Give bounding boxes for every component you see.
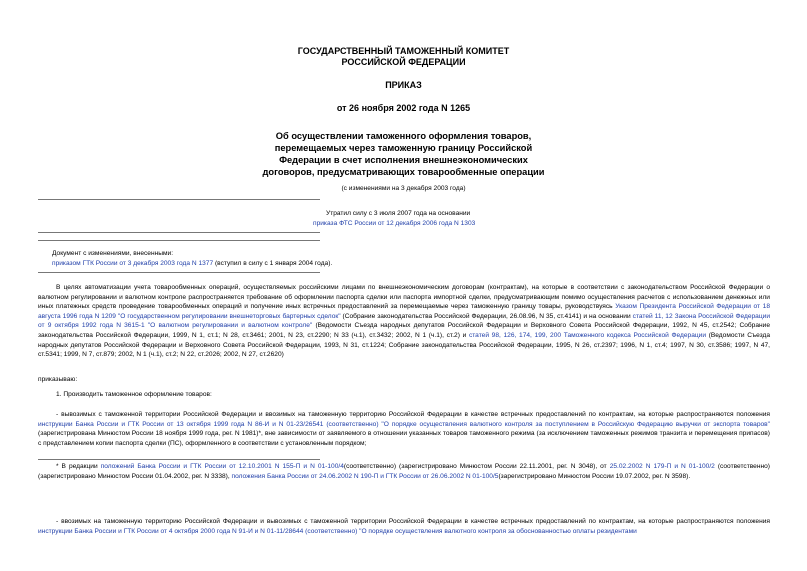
doc-title-line2: перемещаемых через таможенную границу Российской	[274, 143, 533, 153]
changes-link[interactable]: приказом ГТК России от 3 декабря 2003 года N 1377	[52, 260, 214, 267]
void-notice-link[interactable]: приказа ФТС России от 12 декабря 2006 года N 1303	[313, 220, 476, 227]
changes-label: Документ с изменениями, внесенными:	[52, 250, 174, 257]
customs-code-link[interactable]: статей 98, 126, 174, 199, 200 Таможенного кодекса Российской Федерации	[468, 331, 707, 339]
instruction-91-link[interactable]: инструкции Банка России и ГТК России от 4 октября 2000 года N 91-И и N 01-11/28644 (соответственно) "О порядке осуществления валютного контроля за обоснованностью оплаты резидентами	[38, 527, 637, 535]
footnote-link-3[interactable]: положения Банка России от 24.06.2002 N 190-П и ГТК России от 26.06.2002 N 01-100/5	[231, 472, 499, 480]
footnote-divider	[38, 459, 320, 460]
org-name-line1: ГОСУДАРСТВЕННЫЙ ТАМОЖЕННЫЙ КОМИТЕТ	[297, 46, 510, 56]
footnote-link-1[interactable]: положений Банка России и ГТК России от 12.10.2001 N 155-П и N 01-100/4	[100, 463, 344, 470]
order-word: приказываю:	[38, 376, 78, 383]
amendment-note: (с изменениями на 3 декабря 2003 года)	[341, 185, 466, 192]
divider	[38, 240, 320, 241]
decree-link[interactable]: Указом Президента Российской Федерации от 18 августа 1996 года N 1209 "О государственном регулировании внешнеторговых бартерных сделок"	[38, 303, 770, 320]
divider	[38, 272, 320, 273]
preamble-paragraph: В целях автоматизации учета товарообменных операций, осуществляемых российскими лицами по внешнеэкономическим договорам (контрактам), на которые в соответствии с законодательством Российской Федерации о валютном регулировании и валютном контроле распространяется требование об оформлении паспорта сделки или паспорта импортной сделки, предусматривающим помимо осуществления расчетов с использованием денежных или иных платежных средств проведение товарообменных операций и получение иных встречных предоставлений за перемещаемые через таможенную границу товары, руководствуясь Указом Президента Российской Федерации от 18 августа 1996 года N 1209 "О государственном регулировании внешнеторговых бартерных сделок" (Собрание законодательства Российской Федерации, 26.08.96, N 35, ст.4141) и на основании статей 11, 12 Закона Российской Федерации от 9 октября 1992 года N 3615-1 "О валютном регулировании и валютном контроле" (Ведомости Съезда народных депутатов Российской Федерации и Верховного Совета Российской Федерации, 1992, N 45, ст.2542; Собрание законодательства Российской Федерации, 1999, N 1, ст.1; N 28, ст.3461; 2001, N 23, ст.2290; N 33 (ч.1), ст.3432; 2002, N 1 (ч.1), ст.2) и статей 98, 126, 174, 199, 200 Таможенного кодекса Российской Федерации (Ведомости Съезда народных депутатов Российской Федерации и Верховного Совета Российской Федерации, 1993, N 31, ст.1224; Собрание законодательства Российской Федерации, 1995, N 26, ст.2397; 1996, N 1, ст.4; 1997, N 30, ст.3586; 1997, N 47, ст.5341; 1999, N 7, ст.879; 2002, N 1 (ч.1), ст.2; N 22, ст.2026; 2002, N 27, ст.2620)	[38, 284, 770, 359]
changes-suffix: (вступил в силу с 1 января 2004 года).	[213, 260, 333, 267]
void-notice-text: Утратил силу с 3 июля 2007 года на основании	[326, 210, 471, 217]
doc-title-line3: Федерации в счет исполнения внешнеэкономических	[279, 155, 528, 165]
footnote-link-2[interactable]: 25.02.2002 N 179-П и N 01-100/2	[609, 463, 715, 470]
law-articles-link[interactable]: статей 11, 12 Закона Российской Федерации от 9 октября 1992 года N 3615-1 "О валютном регулировании и валютном контроле"	[38, 312, 770, 330]
doc-title-line1: Об осуществлении таможенного оформления товаров,	[275, 131, 532, 141]
item-1: 1. Производить таможенное оформление товаров:	[56, 391, 212, 398]
org-name-line2: РОССИЙСКОЙ ФЕДЕРАЦИИ	[341, 57, 466, 67]
doc-type: ПРИКАЗ	[385, 80, 422, 90]
instruction-86-link[interactable]: инструкции Банка России и ГТК России от 13 октября 1999 года N 86-И и N 01-23/26541 (соответственно) "О порядке осуществления валютного контроля за поступлением в Российскую Федерацию выручки от экспорта товаров"	[38, 420, 770, 428]
footnote: * В редакции положений Банка России и ГТК России от 12.10.2001 N 155-П и N 01-100/4(соответственно) (зарегистрировано Минюстом России 22.11.2001, рег. N 3048), от 25.02.2002 N 179-П и N 01-100/2 (соответственно) (зарегистрировано Минюстом России 01.04.2002, рег. N 3338), положения Банка России от 24.06.2002 N 190-П и ГТК России от 26.06.2002 N 01-100/5(зарегистрировано Минюстом России 19.07.2002, рег. N 3598).	[38, 463, 770, 480]
doc-date: от 26 ноября 2002 года N 1265	[336, 103, 471, 113]
export-item-paragraph: - вывозимых с таможенной территории Российской Федерации и ввозимых на таможенную территорию Российской Федерации в качестве встречных предоставлений по контрактам, на которые распространяются положения инструкции Банка России и ГТК России от 13 октября 1999 года N 86-И и N 01-23/26541 (соответственно) "О порядке осуществления валютного контроля за поступлением в Российскую Федерацию выручки от экспорта товаров" (зарегистрирована Минюстом России 18 ноября 1999 года, рег. N 1981)*, вне зависимости от заявляемого в отношении указанных товаров таможенного режима (за исключением таможенных режимов транзита и перемещения припасов) с представлением копии паспорта сделки (ПС), оформленного в соответствии с установленным порядком;	[38, 411, 770, 447]
divider	[38, 199, 320, 200]
divider	[38, 232, 320, 233]
changes-line	[52, 259, 332, 269]
doc-title-line4: договоров, предусматривающих товарообменные операции	[262, 167, 545, 177]
import-item-paragraph: - ввозимых на таможенную территорию Российской Федерации и вывозимых с таможенной территории Российской Федерации в качестве встречных предоставлений по контрактам, на которые распространяются положения инструкции Банка России и ГТК России от 4 октября 2000 года N 91-И и N 01-11/28644 (соответственно) "О порядке осуществления валютного контроля за обоснованностью оплаты резидентами	[38, 518, 770, 535]
